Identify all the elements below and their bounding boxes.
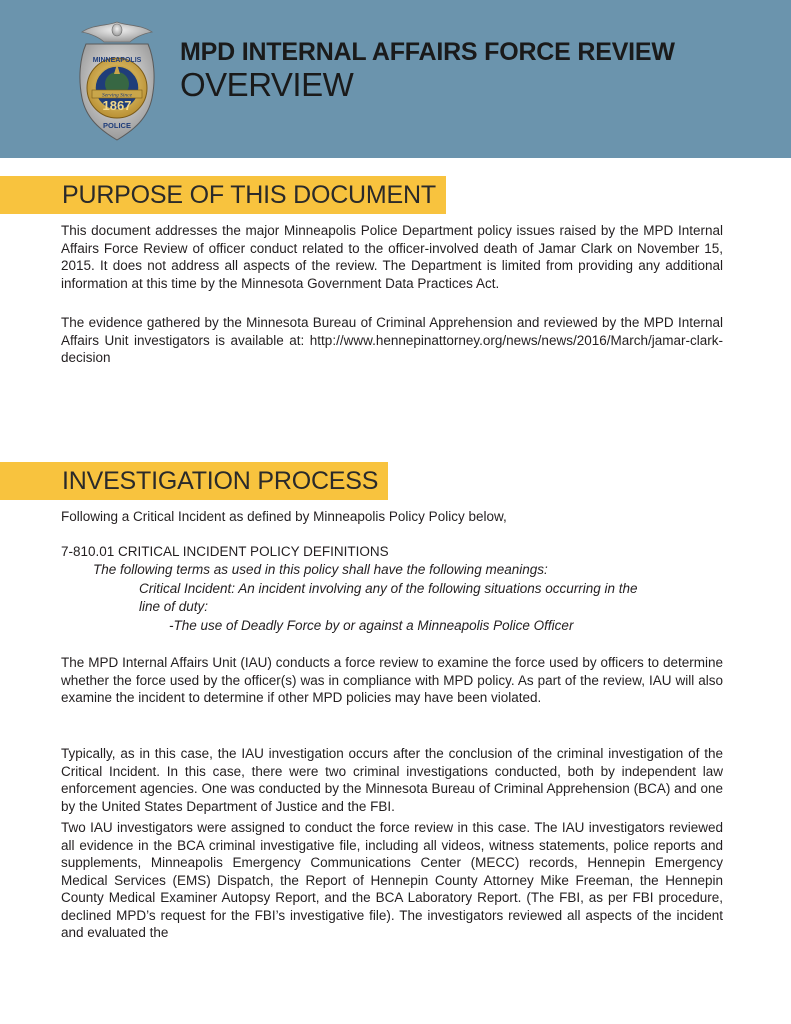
investigation-intro: Following a Critical Incident as defined by Minneapolis Policy Policy below, bbox=[61, 509, 507, 524]
police-badge-logo bbox=[72, 18, 162, 144]
policy-definition-line-2: Critical Incident: An incident involving any of the following situations occurring in the bbox=[139, 581, 638, 596]
investigation-paragraph-1: The MPD Internal Affairs Unit (IAU) conducts a force review to examine the force used by officers to determine whether the force used by the officer(s) was in compliance with MPD policy. As part of the review, IAU will also examine the incident to determine if other MPD policies may have been violated. bbox=[61, 655, 723, 705]
svg-text:POLICE: POLICE bbox=[103, 121, 131, 130]
svg-text:MINNEAPOLIS: MINNEAPOLIS bbox=[92, 57, 142, 64]
purpose-heading: PURPOSE OF THIS DOCUMENT bbox=[0, 176, 446, 214]
investigation-paragraph-3: Two IAU investigators were assigned to conduct the force review in this case. The IAU investigators reviewed all evidence in the BCA criminal investigative file, including all videos, witness statements, police reports and supplements, Minneapolis Emergency Communications Center (MECC) records, Hennepin Emergency Medical Services (EMS) Dispatch, the Report of Hennepin County Attorney Mike Freeman, the Hennepin County Medical Examiner Autopsy Report, and the BCA Laboratory Report. (The FBI, as per FBI procedure, declined MPD’s request for the FBI’s investigative file). The investigators reviewed all aspects of the incident and evaluated the bbox=[61, 820, 723, 940]
policy-definition-line-1: The following terms as used in this policy shall have the following meanings: bbox=[93, 562, 548, 577]
header-banner bbox=[0, 0, 791, 158]
policy-definition-line-3: line of duty: bbox=[139, 599, 209, 614]
policy-definition-line-4: -The use of Deadly Force by or against a Minneapolis Police Officer bbox=[169, 618, 574, 633]
investigation-heading: INVESTIGATION PROCESS bbox=[0, 462, 388, 500]
svg-text:Serving Since: Serving Since bbox=[101, 92, 133, 99]
purpose-paragraph-2: The evidence gathered by the Minnesota Bureau of Criminal Apprehension and reviewed by the MPD Internal Affairs Unit investigators is available at: http://www.hennepinattorney.org/news/news/2016/March/jamar-clark-decision bbox=[61, 315, 723, 365]
policy-code: 7-810.01 CRITICAL INCIDENT POLICY DEFINITIONS bbox=[61, 544, 389, 559]
purpose-paragraph-1: This document addresses the major Minneapolis Police Department policy issues raised by the MPD Internal Affairs Force Review of officer conduct related to the officer-involved death of Jamar Clark on November 15, 2015. It does not address all aspects of the review. The Department is limited from providing any additional information at this time by the Minnesota Government Data Practices Act. bbox=[61, 223, 723, 291]
document-subtitle: OVERVIEW bbox=[180, 66, 354, 103]
document-title: MPD INTERNAL AFFAIRS FORCE REVIEW bbox=[180, 38, 675, 66]
svg-text:1867: 1867 bbox=[102, 98, 132, 113]
investigation-paragraph-2: Typically, as in this case, the IAU investigation occurs after the conclusion of the criminal investigation of the Critical Incident. In this case, there were two criminal investigations conducted, both by independent law enforcement agencies. One was conducted by the Minnesota Bureau of Criminal Apprehension (BCA) and one by the United States Department of Justice and the FBI. bbox=[61, 746, 723, 814]
